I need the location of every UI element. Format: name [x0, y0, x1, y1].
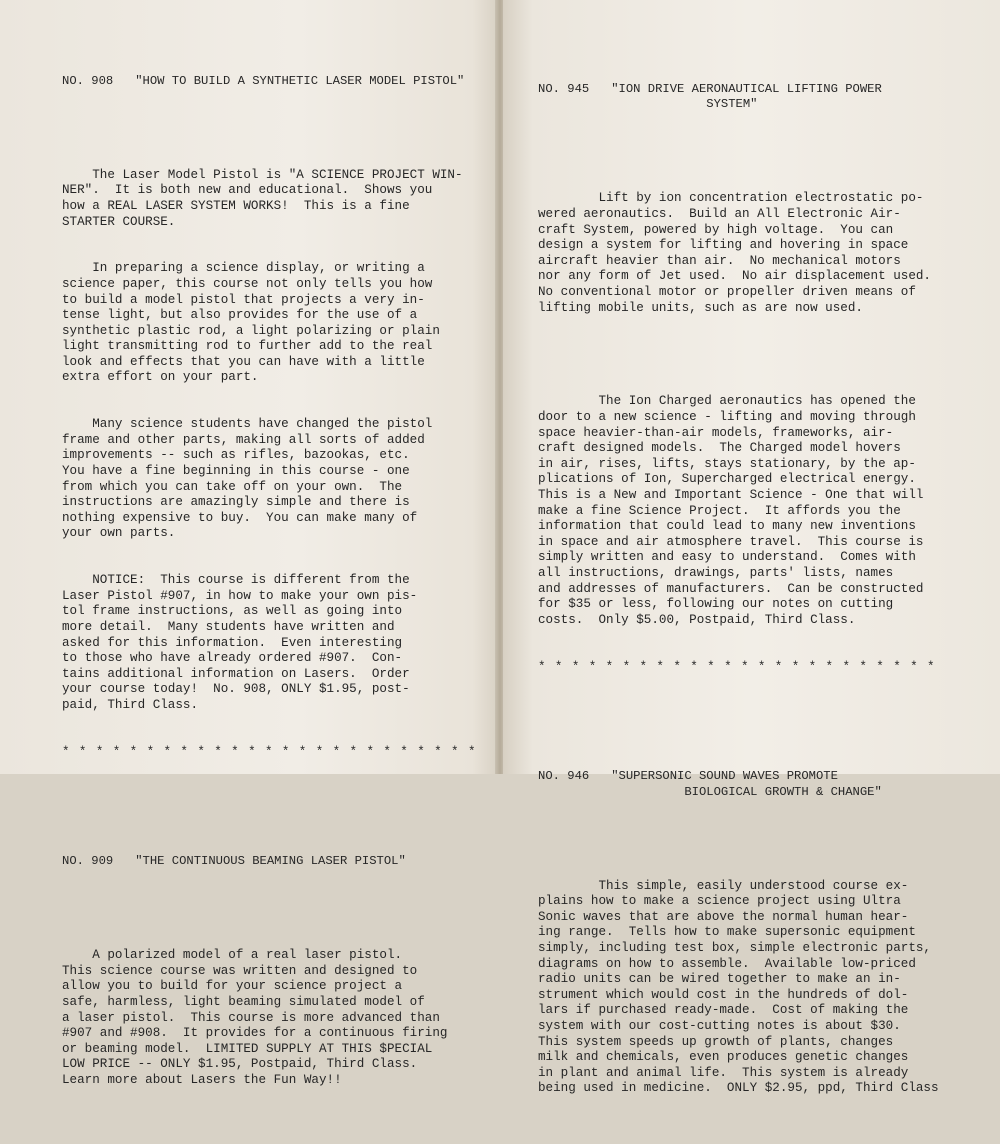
article-909-number: NO. 909 — [62, 854, 114, 869]
article-909-heading — [62, 854, 492, 870]
article-908-title: "HOW TO BUILD A SYNTHETIC LASER MODEL PISTOL" — [135, 73, 465, 88]
article-908-paragraph-4: NOTICE: This course is different from the Laser Pistol #907, in how to make your own pis- tol frame instructions, as well as going into more detail. Many students have written and asked for this information. Even interesting to those who have already ordered #907. Con- tains additional information on Lasers. Order your course today! No. 908, ONLY $1.95, post- paid, Third Class. — [62, 573, 418, 712]
article-945-paragraph-1: Lift by ion concentration electrostatic po- wered aeronautics. Build an All Electronic Air- craft System, powered by high voltage. You can design a system for lifting and hovering in space aircraft heavier than air. No mechanical motors nor any form of Jet used. No air displacement used. No conventional motor or propeller driven means of lifting mobile units, such as are now used. — [538, 191, 931, 315]
article-909-title: "THE CONTINUOUS BEAMING LASER PISTOL" — [135, 854, 406, 869]
article-908-paragraph-1: The Laser Model Pistol is "A SCIENCE PROJECT WIN- NER". It is both new and educational. Shows you how a REAL LASER SYSTEM WORKS! This is a fine STARTER COURSE. — [62, 167, 463, 229]
article-908-paragraph-3: Many science students have changed the pistol frame and other parts, making all sorts of added improvements -- such as rifles, bazookas, etc. You have a fine beginning in this course - one from which you can take off on your own. The instructions are amazingly simple and there is nothing expensive to buy. You can make many of your own parts. — [62, 417, 433, 541]
left-page — [0, 0, 497, 1087]
article-945-star-divider: * * * * * * * * * * * * * * * * * * * * * * * * — [538, 659, 936, 674]
article-908-paragraph-2: In preparing a science display, or writing a science paper, this course not only tells you how to build a model pistol that projects a very in- tense light, but also provides for the use of a synthetic plastic rod, a light polarizing or plain light transmitting rod to further add to the real look and effects that you can have with a little extra effort on your part. — [62, 261, 440, 385]
article-908-heading — [62, 74, 492, 90]
article-946-number: NO. 946 — [538, 769, 590, 784]
left-column — [62, 27, 492, 1135]
article-945-number: NO. 945 — [538, 81, 590, 96]
right-page — [503, 0, 1000, 1096]
article-945-title: "ION DRIVE AERONAUTICAL LIFTING POWER SYSTEM" — [611, 81, 882, 112]
article-909-paragraph-1: A polarized model of a real laser pistol. This science course was written and designed to allow you to build for your science project a safe, harmless, light beaming simulated model of a laser pistol. This course is more advanced than #907 and #908. It provides for a continuous firing or beaming model. LIMITED SUPPLY AT THIS $PECIAL LOW PRICE -- ONLY $1.95, Postpaid, Third Class. Learn more about Lasers the Fun Way!! — [62, 948, 448, 1087]
article-908-number: NO. 908 — [62, 73, 114, 88]
article-946-title: "SUPERSONIC SOUND WAVES PROMOTE BIOLOGICAL GROWTH & CHANGE" — [611, 769, 882, 799]
right-column — [538, 35, 998, 1144]
article-945-paragraph-2: The Ion Charged aeronautics has opened the door to a new science - lifting and moving through space heavier-than-air models, frameworks, air- craft designed models. The Charged model hovers in air, rises, lifts, stays stationary, by the ap- plications of Ion, Supercharged electrical energy. This is a New and Important Science - One that will make a fine Science Project. It affords you the information that could lead to many new inventions in space and air atmosphere travel. This course is simply written and easy to understand. Comes with all instructions, drawings, parts' lists, names and addresses of manufacturers. Can be constructed for $35 or less, following our notes on cutting costs. Only $5.00, Postpaid, Third Class. — [538, 394, 924, 627]
article-945-heading — [538, 82, 998, 113]
article-946-paragraph-1: This simple, easily understood course ex- plains how to make a science project using Ultra Sonic waves that are above the normal human hear- ing range. Tells how to make supersonic equipment simply, including test box, simple electronic parts, diagrams on how to assemble. Available low-priced radio units can be wired together to make an in- strument which would cost in the hundreds of dol- lars if purchased ready-made. Cost of making the system with our cost-cutting notes is about $30. This system speeds up growth of plants, changes milk and chemicals, even produces genetic changes in plant and animal life. This system is already being used in medicine. ONLY $2.95, ppd, Third Class — [538, 878, 939, 1096]
article-908-star-divider: * * * * * * * * * * * * * * * * * * * * * * * * * — [62, 744, 477, 759]
